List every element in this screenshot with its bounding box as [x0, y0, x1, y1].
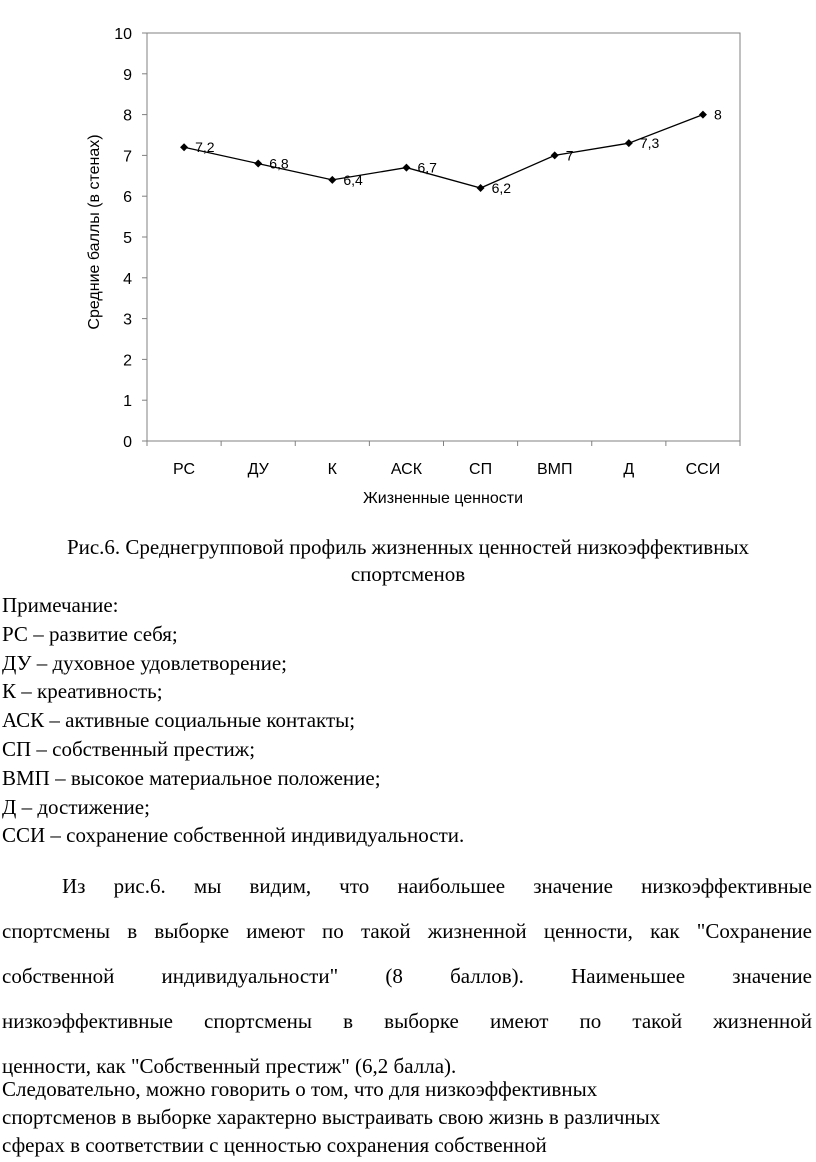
data-label: 7,2: [195, 139, 215, 156]
paragraph-line: спортсменов в выборке характерно выстраивать свою жизнь в различных: [2, 1105, 661, 1129]
data-point: [699, 111, 707, 119]
x-tick-label: АСК: [390, 461, 423, 478]
y-tick-label: 3: [123, 311, 132, 329]
body-paragraph-2: [2, 1075, 812, 1159]
x-tick-label: Д: [623, 461, 635, 478]
caption-line-2: спортсменов: [350, 562, 466, 586]
caption-line-1: Рис.6. Среднегрупповой профиль жизненных ценностей низкоэффективных: [66, 535, 750, 559]
body-paragraph-1: [2, 864, 812, 1089]
y-tick-label: 6: [123, 189, 132, 207]
notes-block: [2, 591, 816, 850]
y-tick-label: 10: [114, 26, 132, 43]
y-tick-label: 5: [123, 230, 132, 247]
x-tick-label: ССИ: [685, 461, 721, 478]
data-label: 8: [713, 106, 722, 123]
y-tick-label: 7: [123, 148, 132, 166]
paragraph-line: спортсмены в выборке имеют по такой жизненной ценности, как "Сохранение: [2, 919, 812, 943]
x-axis-label: Жизненные ценности: [362, 490, 524, 507]
paragraph-line: собственной индивидуальности" (8 баллов). Наименьшее значение: [2, 964, 812, 988]
data-point: [551, 151, 559, 159]
y-tick-label: 1: [123, 393, 132, 411]
y-axis-ticks: [114, 26, 147, 451]
y-tick-label: 2: [123, 352, 132, 370]
data-labels: [195, 107, 722, 196]
notes-title: Примечание:: [2, 593, 119, 617]
series-line: [184, 115, 703, 188]
y-tick-label: 9: [123, 66, 132, 84]
data-point: [328, 176, 336, 184]
x-tick-label: РС: [173, 461, 196, 478]
note-item: СП – собственный престиж;: [2, 736, 256, 761]
data-label: 6,2: [491, 180, 512, 197]
note-item: Д – достижение;: [2, 794, 150, 819]
data-markers: [180, 111, 707, 192]
x-tick-label: К: [327, 461, 337, 478]
note-item: АСК – активные социальные контакты;: [2, 708, 356, 733]
x-tick-label: ВМП: [536, 461, 573, 478]
data-point: [477, 184, 485, 192]
plot-area: [147, 33, 740, 441]
paragraph-line: ценности, как "Собственный престиж" (6,2 балла).: [2, 1054, 457, 1078]
data-label: 7,3: [639, 135, 660, 152]
x-tick-label: ДУ: [247, 461, 269, 478]
note-item: РС – развитие себя;: [2, 621, 178, 646]
data-point: [254, 160, 262, 168]
y-tick-label: 4: [123, 270, 132, 288]
x-axis-ticks: [147, 441, 740, 478]
note-item: ДУ – духовное удовлетворение;: [2, 650, 288, 675]
paragraph-line: Из рис.6. мы видим, что наибольшее значение низкоэффективные: [62, 874, 812, 898]
data-point: [625, 139, 633, 147]
note-item: ССИ – сохранение собственной индивидуальности.: [2, 823, 465, 848]
paragraph-line: Следовательно, можно говорить о том, что для низкоэффективных: [2, 1077, 598, 1101]
figure-caption: [0, 534, 816, 588]
data-label: 6,7: [417, 159, 437, 176]
line-chart: [0, 0, 816, 520]
y-tick-label: 8: [123, 107, 132, 125]
data-point: [180, 143, 188, 151]
paragraph-line: сферах в соответствии с ценностью сохранения собственной: [2, 1133, 547, 1157]
x-tick-label: СП: [469, 461, 493, 478]
data-label: 6,8: [269, 155, 289, 172]
data-label: 7: [565, 147, 574, 164]
note-item: К – креативность;: [2, 679, 163, 704]
note-item: ВМП – высокое материальное положение;: [2, 765, 381, 790]
data-label: 6,4: [343, 171, 363, 188]
paragraph-line: низкоэффективные спортсмены в выборке имеют по такой жизненной: [2, 1009, 812, 1033]
y-tick-label: 0: [123, 434, 132, 451]
data-point: [402, 164, 410, 172]
y-axis-label: Средние баллы (в стенах): [86, 134, 103, 330]
